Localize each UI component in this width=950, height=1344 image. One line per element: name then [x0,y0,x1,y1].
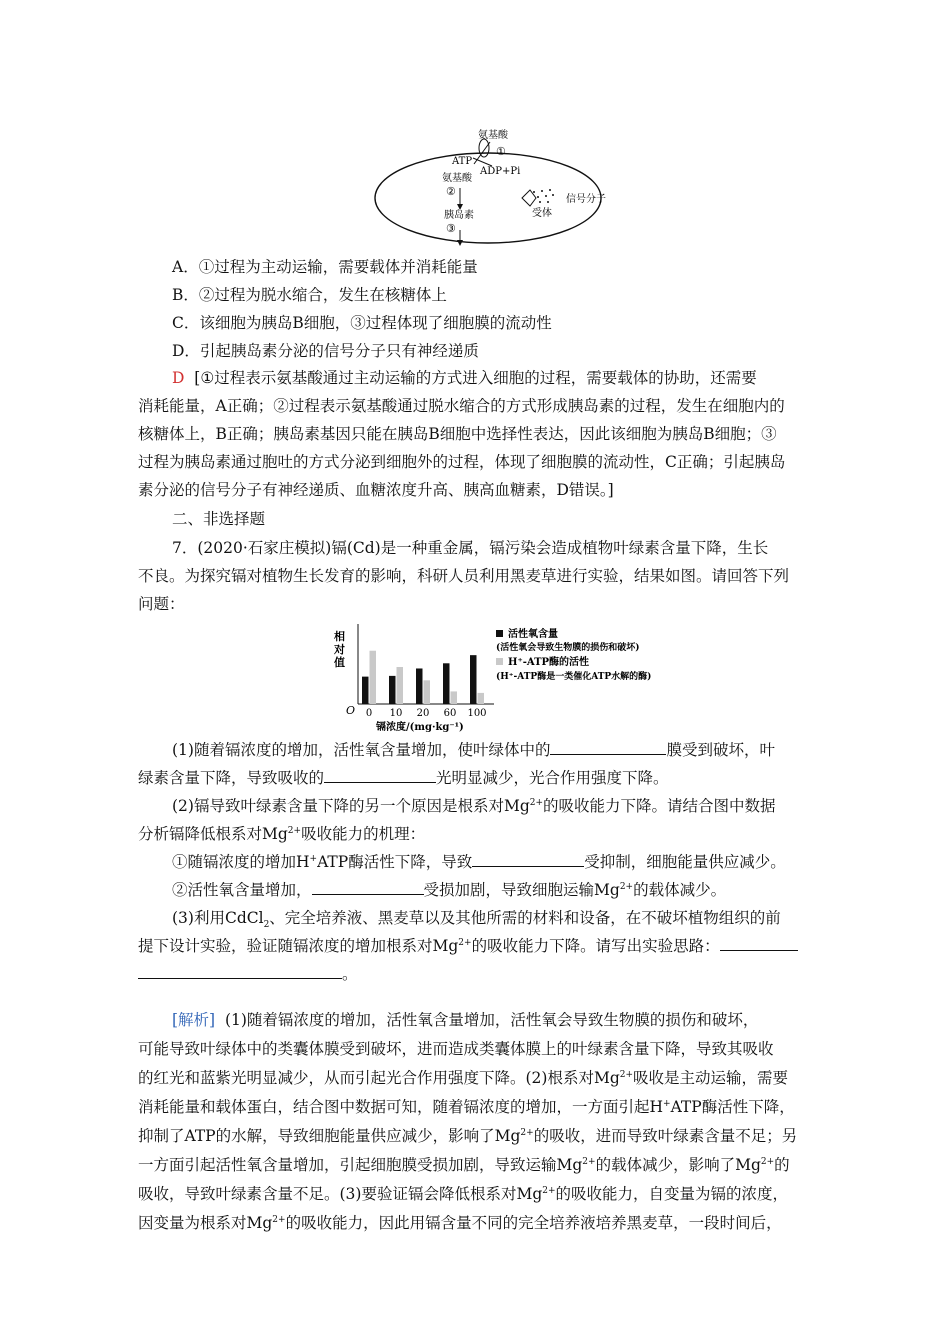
superscript: 2+ [272,1214,286,1225]
superscript: 2+ [760,1156,775,1167]
analysis-line-5 [138,1122,797,1151]
cadmium-bar-chart [318,618,658,736]
answer-blank-5b[interactable] [138,961,342,979]
analysis-line-7 [138,1180,788,1209]
bar-ros-100 [470,655,477,704]
analysis-text-4a: 消耗能量和载体蛋白，结合图中数据可知，随着镉浓度的增加，一方面引起H [138,1098,664,1116]
q7-part1-text-b: 膜受到破坏，叶 [666,741,775,759]
q7-part2-text-e: ①随镉浓度的增加H [172,853,310,871]
q7-part2-text-f: ATP酶活性下降，导致 [317,853,473,871]
label-step-1: ① [496,145,506,158]
answer-blank-2[interactable] [324,765,436,783]
analysis-line-6 [138,1151,790,1180]
analysis-line-2: 可能导致叶绿体中的类囊体膜受到破坏，进而造成类囊体膜上的叶绿素含量下降，导致其吸收 [138,1040,774,1058]
analysis-tag: [解析] [172,1011,216,1029]
x-tick-label: 20 [416,708,430,719]
analysis-text-8b: 的吸收能力，因此用镉含量不同的完全培养液培养黑麦草，一段时间后， [285,1214,782,1232]
explanation-text: [①过程表示氨基酸通过主动运输的方式进入细胞的过程，需要载体的协助，还需要 [194,369,757,387]
option-d: D．引起胰岛素分泌的信号分子只有神经递质 [172,342,479,360]
analysis-line-4 [138,1093,795,1122]
q7-part2-text-d: 吸收能力的机理： [301,825,426,843]
bar-atpase-10 [397,667,404,704]
superscript: 2+ [582,1156,596,1167]
answer-blank-4[interactable] [312,877,424,895]
superscript: 2+ [619,1069,634,1080]
bar-atpase-0 [370,651,377,704]
bar-ros-20 [416,668,423,704]
option-b: B．②过程为脱水缩合，发生在核糖体上 [172,286,447,304]
answer-blank-1[interactable] [550,737,666,755]
answer-blank-3[interactable] [472,849,584,867]
x-tick-label: 100 [467,708,487,719]
option-a: A．①过程为主动运输，需要载体并消耗能量 [172,258,478,276]
q7-part3-text-c: 提下设计实验，验证随镉浓度的增加根系对Mg [138,937,459,955]
q7-part2-text-a: (2)镉导致叶绿素含量下降的另一个原因是根系对Mg [172,797,530,815]
x-tick-label: 60 [443,708,457,719]
label-signal: 信号分子 [566,194,606,205]
analysis-text-1: (1)随着镉浓度的增加，活性氧含量增加，活性氧会导致生物膜的损伤和破坏， [224,1011,759,1029]
analysis-text-6b: 的载体减少，影响了Mg [595,1156,761,1174]
bar-atpase-20 [424,680,431,704]
label-step-3: ③ [446,222,456,235]
label-amino-inner: 氨基酸 [442,173,472,184]
section-title: 二、非选择题 [172,510,266,528]
analysis-text-7a: 吸收，导致叶绿素含量不足。(3)要验证镉会降低根系对Mg [138,1185,543,1203]
q7-stem-line-3: 问题： [138,595,185,613]
analysis-text-5b: 的吸收，进而导致叶绿素含量不足；另 [533,1127,798,1145]
label-amino-top: 氨基酸 [478,130,508,141]
x-tick-labels [366,708,487,719]
bar-ros-10 [389,676,396,704]
analysis-text-5a: 抑制了ATP的水解，导致细胞能量供应减少，影响了Mg [138,1127,521,1145]
q7-part2-line-1 [172,792,776,821]
x-tick-label: 0 [365,708,373,719]
q7-part1-text-a: (1)随着镉浓度的增加，活性氧含量增加，使叶绿体中的 [172,741,551,759]
q7-part3-line-3 [138,960,358,989]
q7-part2-text-g: 受抑制，细胞能量供应减少。 [584,853,786,871]
label-step-2: ② [446,185,456,198]
q7-part3-text-b: 、完全培养液、黑麦草以及其他所需的材料和设备，在不破坏植物组织的前 [269,909,781,927]
analysis-text-4b: ATP酶活性下降， [670,1098,795,1116]
label-atp: ATP [452,156,473,167]
label-adp: ADP+Pi [480,166,521,177]
subscript: 2 [263,920,270,931]
answer-blank-5a[interactable] [720,933,798,951]
analysis-text-3: 的红光和蓝紫光明显减少，从而引起光合作用强度下降。(2)根系对Mg [138,1069,620,1087]
superscript: 2+ [529,797,544,808]
legend-swatch-atpase [496,658,503,665]
legend-swatch-ros [496,630,503,637]
q7-part1-line-2 [138,764,669,793]
y-axis-label: 相对值 [334,630,345,669]
superscript: + [309,853,318,864]
explanation-line-4: 过程为胰岛素通过胞吐的方式分泌到细胞外的过程，体现了细胞膜的流动性，C正确；引起胰岛 [138,453,786,471]
cell-diagram [370,126,630,248]
superscript: 2+ [458,937,472,948]
x-axis-label: 镉浓度/(mg·kg⁻¹) [376,722,464,733]
q7-part2-text-h: ②活性氧含量增加， [172,881,312,899]
q7-part2-line-3 [172,848,786,877]
answer-letter: D [172,369,185,387]
q7-part2-text-j: 的载体减少。 [633,881,727,899]
q7-part2-text-i: 受损加剧，导致细胞运输Mg [423,881,620,899]
q7-stem-line-2: 不良。为探究镉对植物生长发育的影响，科研人员利用黑麦草进行实验，结果如图。请回答下列 [138,567,790,585]
origin-label: O [346,704,356,717]
bar-ros-60 [443,663,450,704]
label-insulin: 胰岛素 [444,210,474,221]
q7-part2-text-c: 分析镉降低根系对Mg [138,825,288,843]
explanation-line-5: 素分泌的信号分子有神经递质、血糖浓度升高、胰高血糖素，D错误。] [138,481,614,499]
option-c: C．该细胞为胰岛B细胞，③过程体现了细胞膜的流动性 [172,314,552,332]
legend-atpase-note: (H⁺-ATP酶是一类催化ATP水解的酶) [496,672,652,682]
superscript: + [663,1098,671,1109]
secretion-arrowhead [457,240,463,246]
bar-atpase-60 [451,691,458,704]
superscript: 2+ [619,881,634,892]
q7-part3-line-2 [138,932,798,961]
analysis-line-3 [138,1064,788,1093]
q7-part3-line-1 [172,904,781,933]
label-receptor: 受体 [532,208,552,219]
bar-ros-0 [362,677,369,704]
explanation-line-3: 核糖体上，B正确；胰岛素基因只能在胰岛B细胞中选择性表达，因此该细胞为胰岛B细胞；③ [138,425,777,443]
q7-part2-text-b: 的吸收能力下降。请结合图中数据 [543,797,776,815]
explanation-line-2: 消耗能量，A正确；②过程表示氨基酸通过脱水缩合的方式形成胰岛素的过程，发生在细胞内的 [138,397,785,415]
q7-part3-text-e: 。 [342,965,358,983]
x-tick-label: 10 [389,708,403,719]
q7-part3-text-a: (3)利用CdCl [172,909,264,927]
bar-atpase-100 [478,693,485,704]
q7-part3-text-d: 的吸收能力下降。请写出实验思路： [471,937,720,955]
legend-ros-name: 活性氧含量 [508,629,558,640]
bar-group [362,651,484,704]
analysis-text-7b: 的吸收能力，自变量为镉的浓度， [555,1185,789,1203]
analysis-text-6a: 一方面引起活性氧含量增加，引起细胞膜受损加剧，导致运输Mg [138,1156,583,1174]
analysis-text-3b: 吸收是主动运输，需要 [633,1069,789,1087]
explanation-line-1 [172,364,757,393]
q7-part2-line-4 [172,876,726,905]
q7-part1-text-c: 绿素含量下降，导致吸收的 [138,769,325,787]
analysis-line-8 [138,1209,782,1238]
analysis-line-1 [172,1006,758,1035]
superscript: 2+ [520,1127,534,1138]
superscript: 2+ [287,825,302,836]
q7-part2-line-2 [138,820,425,849]
legend-ros-note: (活性氧会导致生物膜的损伤和破坏) [496,643,640,653]
signal-molecules [533,189,554,203]
analysis-text-8a: 因变量为根系对Mg [138,1214,273,1232]
q7-stem-line-1: 7．(2020·石家庄模拟)镉(Cd)是一种重金属，镉污染会造成植物叶绿素含量下降，生长 [172,539,769,557]
q7-part1-line-1 [172,736,775,765]
q7-part1-text-d: 光明显减少，光合作用强度下降。 [436,769,669,787]
analysis-text-6c: 的 [774,1156,790,1174]
superscript: 2+ [542,1185,556,1196]
legend-atpase-name: H⁺-ATP酶的活性 [508,657,590,668]
